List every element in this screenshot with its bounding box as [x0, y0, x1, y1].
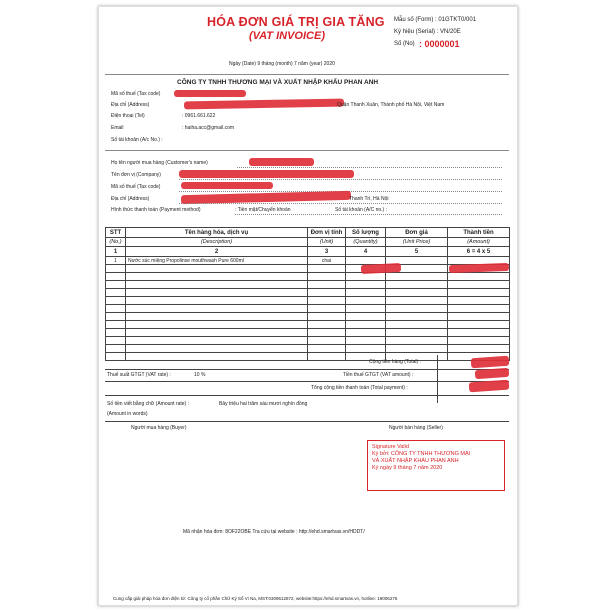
seller-signature-label: Người bán hàng (Seller)	[389, 425, 443, 431]
seller-address-redaction	[184, 99, 344, 110]
totals-top-line	[105, 369, 509, 370]
buyer-account-label: Số tài khoản (A/C no.) :	[335, 207, 387, 213]
index-3: 3	[308, 247, 346, 257]
header-amount: Thành tiền	[448, 228, 510, 238]
header-unit-price: Đơn giá	[386, 228, 448, 238]
grand-total-line	[105, 395, 509, 396]
signed-by-line-1: Ký bởi: CÔNG TY TNHH THƯƠNG MẠI	[372, 451, 471, 457]
header-description: Tên hàng hóa, dịch vụ	[126, 228, 308, 238]
index-1: 1	[106, 247, 126, 257]
index-5: 5	[386, 247, 448, 257]
table-index-row	[106, 247, 510, 257]
subheader-description: (Description)	[126, 238, 308, 247]
provider-footer: Cung cấp giải pháp hóa đơn điện tử: Công ty cổ phần Chữ Ký Số Vi Na, MST:0309612872, website:https://ehd.smartvas.vn, hotline: 19006276	[113, 596, 398, 601]
seller-phone-value: : 0961.661.622	[182, 113, 216, 119]
buyer-company-line	[179, 179, 502, 180]
vat-line	[105, 381, 509, 382]
invoice-no-label: Số (No)	[394, 41, 415, 47]
subheader-unit: (Unit)	[308, 238, 346, 247]
seller-email-value: : haiha.acc@gmail.com	[182, 125, 235, 131]
vat-amount-redaction	[475, 368, 510, 379]
invoice-title: HÓA ĐƠN GIÁ TRỊ GIA TĂNG	[207, 15, 385, 29]
grand-total-redaction	[469, 380, 510, 393]
table-row	[106, 353, 510, 361]
table-row	[106, 297, 510, 305]
buyer-signature-label: Người mua hàng (Buyer)	[131, 425, 187, 431]
index-6: 6 = 4 x 5	[448, 247, 510, 257]
seller-tax-code-redaction	[174, 90, 246, 97]
subheader-unit-price: (Unit Price)	[386, 238, 448, 247]
seller-company: CÔNG TY TNHH THƯƠNG MẠI VÀ XUẤT NHẬP KHẨU PHAN ANH	[177, 79, 379, 86]
subheader-quantity: (Quantity)	[346, 238, 386, 247]
buyer-address-label: Địa chỉ (Address)	[111, 196, 150, 202]
seller-email-label: Email	[111, 125, 124, 131]
seller-tax-code-label: Mã số thuế (Tax code)	[111, 91, 161, 97]
table-row	[106, 289, 510, 297]
seller-phone-label: Điện thoại (Tel)	[111, 113, 145, 119]
buyer-name-label: Họ tên người mua hàng (Customer's name)	[111, 160, 208, 166]
subheader-stt: (No.)	[106, 238, 126, 247]
form-number: Mẫu số (Form) : 01GTKT0/001	[394, 17, 477, 23]
table-row	[106, 337, 510, 345]
table-row	[106, 321, 510, 329]
signed-date: Ký ngày 9 tháng 7 năm 2020	[372, 465, 443, 471]
vat-rate-value: 10 %	[194, 372, 206, 378]
invoice-lookup-text: Mã nhận hóa đơn: 8OF22OBE Tra cứu tại website : http://ehd.smartvas.vn/HDDT/	[183, 529, 365, 535]
signed-by-line-2: VÀ XUẤT NHẬP KHẨU PHAN ANH	[372, 458, 459, 464]
payment-method-label: Hình thức thanh toán (Payment method)	[111, 207, 201, 213]
table-subheader-row	[106, 238, 510, 247]
buyer-name-line	[237, 167, 502, 168]
amount-in-words-value: Bảy triệu hai trăm sáu mươi nghìn đồng	[219, 401, 308, 407]
index-2: 2	[126, 247, 308, 257]
seller-account-label: Số tài khoản (A/c No.) :	[111, 137, 163, 143]
row-unit: chai	[308, 257, 346, 265]
table-row	[106, 345, 510, 353]
seller-divider	[105, 150, 509, 151]
amount-in-words-en-label: (Amount in words)	[107, 411, 148, 417]
header-unit: Đơn vị tính	[308, 228, 346, 238]
invoice-page	[98, 6, 518, 606]
invoice-no-value: : 0000001	[419, 39, 460, 49]
row-no: 1	[106, 257, 126, 265]
words-bottom-line	[105, 421, 509, 422]
buyer-address-line	[179, 203, 502, 204]
invoice-subtitle: (VAT INVOICE)	[249, 30, 325, 42]
header-divider	[105, 74, 509, 75]
buyer-company-redaction	[179, 170, 354, 178]
digital-signature-box	[367, 440, 505, 491]
grand-total-label: Tổng cộng tiền thanh toán (Total payment) :	[311, 385, 408, 391]
index-4: 4	[346, 247, 386, 257]
header-quantity: Số lượng	[346, 228, 386, 238]
table-header-row	[106, 228, 510, 238]
buyer-name-redaction	[249, 158, 314, 166]
seller-address-value: Quận Thanh Xuân, Thành phố Hà Nội, Việt Nam	[337, 102, 445, 108]
amount-in-words-label: Số tiền viết bằng chữ (Amount rate) :	[107, 401, 189, 407]
table-row	[106, 257, 510, 265]
table-row	[106, 273, 510, 281]
row-description: Nước súc miệng Propolinse mouthwash Pure 600ml	[126, 257, 308, 265]
seller-address-label: Địa chỉ (Address)	[111, 102, 150, 108]
payment-method-value: : Tiền mặt/Chuyển khoản	[235, 207, 291, 213]
header-stt: STT	[106, 228, 126, 238]
subheader-amount: (Amount)	[448, 238, 510, 247]
table-row	[106, 281, 510, 289]
subtotal-label: Cộng tiền hàng (Total) :	[369, 359, 421, 365]
buyer-company-label: Tên đơn vị (Company)	[111, 172, 161, 178]
buyer-tax-code-label: Mã số thuế (Tax code)	[111, 184, 161, 190]
buyer-tax-code-redaction	[181, 182, 273, 189]
vat-amount-label: Tiền thuế GTGT (VAT amount) :	[343, 372, 414, 378]
buyer-address-value: Thanh Trì, Hà Nội	[349, 196, 389, 202]
table-row	[106, 313, 510, 321]
table-row	[106, 305, 510, 313]
serial-number: Ký hiệu (Serial) : VN/20E	[394, 29, 461, 35]
signature-valid-text: Signature Valid	[372, 444, 409, 450]
vat-rate-label: Thuế suất GTGT (VAT rate) :	[107, 372, 171, 378]
buyer-account-line	[235, 214, 502, 215]
subtotal-redaction	[471, 356, 510, 369]
table-row	[106, 329, 510, 337]
invoice-date: Ngày (Date) 9 tháng (month) 7 năm (year) 2020	[229, 61, 335, 67]
items-table	[105, 227, 510, 361]
